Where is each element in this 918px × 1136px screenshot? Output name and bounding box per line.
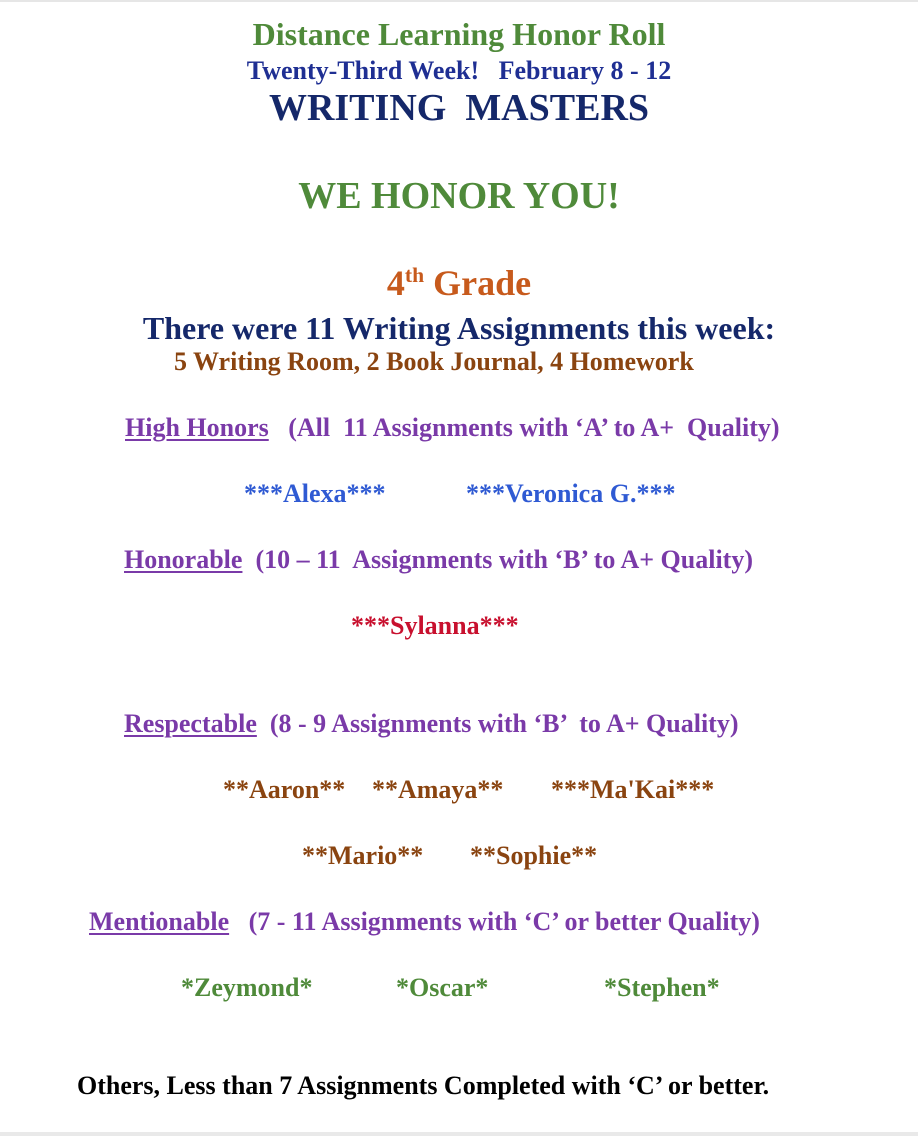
high-honors-label: High Honors (125, 413, 269, 442)
grade-heading (0, 262, 918, 304)
high-honors-name: ***Alexa*** (244, 479, 386, 508)
grade-suffix: th (404, 263, 425, 287)
mentionable-label: Mentionable (89, 907, 230, 936)
assignments-breakdown: 5 Writing Room, 2 Book Journal, 4 Homework (174, 347, 694, 376)
page-title: Distance Learning Honor Roll (252, 16, 666, 52)
section-heading: WRITING MASTERS (268, 87, 650, 129)
honorable-label: Honorable (124, 545, 243, 574)
mentionable-criteria: (7 - 11 Assignments with ‘C’ or better Quality) (248, 907, 760, 936)
respectable-row (124, 709, 738, 739)
footer-note: Others, Less than 7 Assignments Completed with ‘C’ or better. (77, 1071, 770, 1100)
honorable-name: ***Sylanna*** (351, 611, 519, 640)
mentionable-name: *Zeymond* (181, 973, 313, 1002)
week-label: Twenty-Third Week! (246, 56, 480, 85)
grade-number: 4 (386, 263, 405, 303)
respectable-name: **Amaya** (372, 775, 504, 804)
respectable-label: Respectable (124, 709, 257, 738)
week-dates: February 8 - 12 (498, 56, 672, 85)
tagline: WE HONOR YOU! (298, 175, 620, 217)
top-border (0, 0, 918, 2)
honorable-criteria: (10 – 11 Assignments with ‘B’ to A+ Quality) (255, 545, 753, 574)
mentionable-name: *Stephen* (604, 973, 720, 1002)
high-honors-criteria: (All 11 Assignments with ‘A’ to A+ Quality) (288, 413, 780, 442)
respectable-name: **Mario** (302, 841, 424, 870)
mentionable-name: *Oscar* (396, 973, 489, 1002)
honorable-row (124, 545, 753, 575)
bottom-border (0, 1132, 918, 1136)
mentionable-row (89, 907, 760, 937)
assignments-summary: There were 11 Writing Assignments this week: (142, 310, 776, 346)
week-line (0, 56, 918, 86)
high-honors-name: ***Veronica G.*** (466, 479, 676, 508)
grade-label: Grade (433, 263, 532, 303)
respectable-name: ***Ma'Kai*** (551, 775, 715, 804)
respectable-name: **Sophie** (470, 841, 598, 870)
respectable-criteria: (8 - 9 Assignments with ‘B’ to A+ Quality) (269, 709, 739, 738)
respectable-name: **Aaron** (223, 775, 346, 804)
high-honors-row (125, 413, 780, 443)
